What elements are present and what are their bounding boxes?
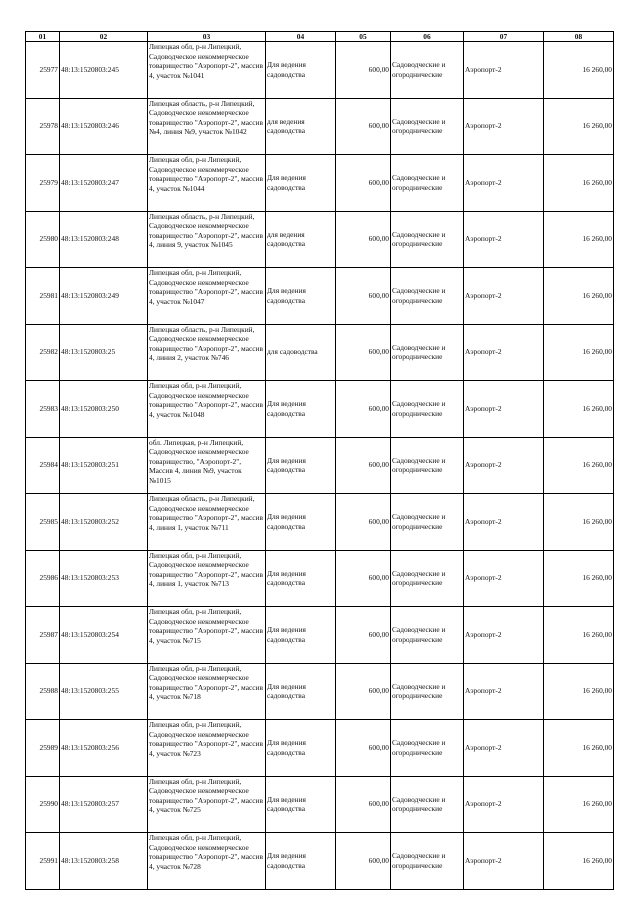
cadastral-value-cell: 16 260,00 [544,324,614,381]
address-text: Липецкая обл, р-н Липецкий, Садоводческое некоммерческое товарищество "Аэропорт-2", массив 4, участок №1044 [149,155,263,193]
address-cell [148,42,266,99]
permitted-use-cell: для ведения садоводства [266,211,336,268]
cadastral-number-cell: 48:13:1520803:258 [60,833,148,890]
address-text: Липецкая обл, р-н Липецкий, Садоводческое некоммерческое товарищество "Аэропорт-2", массив 4, участок №1048 [149,381,263,419]
land-category-cell: Садоводческие и огороднические [391,776,464,833]
area-cell: 600,00 [336,155,391,212]
zone-name-cell: Аэропорт-2 [464,720,544,777]
cadastral-number-cell: 48:13:1520803:252 [60,494,148,551]
header-05: 05 [336,32,391,42]
header-07: 07 [464,32,544,42]
cadastral-value-cell: 16 260,00 [544,607,614,664]
address-cell [148,663,266,720]
address-text: Липецкая область, р-н Липецкий, Садоводческое некоммерческое товарищество "Аэропорт-2", массив 4, линия 9, участок №1045 [149,211,263,250]
land-category-cell: Садоводческие и огороднические [391,550,464,607]
cadastral-number-cell: 48:13:1520803:246 [60,98,148,155]
cadastral-value-cell: 16 260,00 [544,833,614,890]
cadastral-number-cell: 48:13:1520803:245 [60,42,148,99]
table-row [26,776,614,833]
address-cell [148,268,266,325]
cadastral-value-cell: 16 260,00 [544,720,614,777]
cadastral-number-cell: 48:13:1520803:254 [60,607,148,664]
table-header-row [26,32,614,42]
permitted-use-cell: Для ведения садоводства [266,494,336,551]
address-cell [148,324,266,381]
table-row [26,550,614,607]
permitted-use-cell: Для ведения садоводства [266,381,336,438]
zone-name-cell: Аэропорт-2 [464,437,544,494]
land-category-cell: Садоводческие и огороднические [391,268,464,325]
permitted-use-cell: Для ведения садоводства [266,663,336,720]
land-category-cell: Садоводческие и огороднические [391,833,464,890]
zone-name-cell: Аэропорт-2 [464,268,544,325]
address-text: Липецкая обл, р-н Липецкий, Садоводческое некоммерческое товарищество "Аэропорт-2", массив 4, участок №718 [149,663,263,702]
cadastral-number-cell: 48:13:1520803:257 [60,776,148,833]
land-category-cell: Садоводческие и огороднические [391,607,464,664]
area-cell: 600,00 [336,268,391,325]
header-02: 02 [60,32,148,42]
table-row [26,720,614,777]
cadastral-number-cell: 48:13:1520803:250 [60,381,148,438]
table-row [26,381,614,438]
table-row [26,324,614,381]
row-number-cell: 25980 [26,211,60,268]
header-03: 03 [148,32,266,42]
address-cell [148,776,266,833]
address-cell [148,607,266,664]
cadastral-value-cell: 16 260,00 [544,663,614,720]
permitted-use-cell: Для ведения садоводства [266,268,336,325]
zone-name-cell: Аэропорт-2 [464,776,544,833]
zone-name-cell: Аэропорт-2 [464,607,544,664]
row-number-cell: 25979 [26,155,60,212]
cadastral-value-cell: 16 260,00 [544,776,614,833]
land-category-cell: Садоводческие и огороднические [391,324,464,381]
land-category-cell: Садоводческие и огороднические [391,381,464,438]
address-text: Липецкая область, р-н Липецкий, Садоводческое некоммерческое товарищество "Аэропорт-2", массив №4, линия №9, участок №1042 [149,98,263,137]
cadastral-value-cell: 16 260,00 [544,42,614,99]
area-cell: 600,00 [336,211,391,268]
zone-name-cell: Аэропорт-2 [464,663,544,720]
cadastral-value-cell: 16 260,00 [544,381,614,438]
zone-name-cell: Аэропорт-2 [464,155,544,212]
address-cell [148,437,266,494]
land-plots-table [25,31,614,890]
cadastral-value-cell: 16 260,00 [544,550,614,607]
cadastral-value-cell: 16 260,00 [544,211,614,268]
row-number-cell: 25989 [26,720,60,777]
cadastral-value-cell: 16 260,00 [544,268,614,325]
address-text: Липецкая область, р-н Липецкий, Садоводческое некоммерческое товарищество "Аэропорт-2", массив 4, линия 2, участок №746 [149,324,263,363]
permitted-use-cell: Для ведения садоводства [266,720,336,777]
table-row [26,211,614,268]
address-cell [148,155,266,212]
table-row [26,663,614,720]
address-text: Липецкая обл, р-н Липецкий, Садоводческое некоммерческое товарищество "Аэропорт-2", массив 4, участок №1041 [149,42,263,80]
area-cell: 600,00 [336,607,391,664]
land-category-cell: Садоводческие и огороднические [391,155,464,212]
cadastral-number-cell: 48:13:1520803:255 [60,663,148,720]
address-cell [148,211,266,268]
land-category-cell: Садоводческие и огороднические [391,42,464,99]
permitted-use-cell: Для ведения садоводства [266,437,336,494]
row-number-cell: 25982 [26,324,60,381]
address-text: обл. Липецкая, р-н Липецкий, Садоводческое некоммерческое товарищество, "Аэропорт-2", Массив 4, линия №9, участок №1015 [149,437,249,485]
row-number-cell: 25983 [26,381,60,438]
address-text: Липецкая область, р-н Липецкий, Садоводческое некоммерческое товарищество "Аэропорт-2", массив 4, линия 1, участок №711 [149,494,263,532]
cadastral-value-cell: 16 260,00 [544,155,614,212]
address-cell [148,833,266,890]
area-cell: 600,00 [336,663,391,720]
row-number-cell: 25988 [26,663,60,720]
address-text: Липецкая обл, р-н Липецкий, Садоводческое некоммерческое товарищество "Аэропорт-2", массив 4, участок №715 [149,607,263,645]
table-row [26,98,614,155]
zone-name-cell: Аэропорт-2 [464,211,544,268]
zone-name-cell: Аэропорт-2 [464,381,544,438]
land-category-cell: Садоводческие и огороднические [391,437,464,494]
cadastral-number-cell: 48:13:1520803:256 [60,720,148,777]
area-cell: 600,00 [336,494,391,551]
permitted-use-cell: Для ведения садоводства [266,776,336,833]
table-row [26,155,614,212]
area-cell: 600,00 [336,98,391,155]
area-cell: 600,00 [336,833,391,890]
cadastral-number-cell: 48:13:1520803:249 [60,268,148,325]
permitted-use-cell: для ведения садоводства [266,98,336,155]
header-06: 06 [391,32,464,42]
table-row [26,607,614,664]
land-category-cell: Садоводческие и огороднические [391,663,464,720]
zone-name-cell: Аэропорт-2 [464,324,544,381]
cadastral-number-cell: 48:13:1520803:248 [60,211,148,268]
permitted-use-cell: Для ведения садоводства [266,42,336,99]
cadastral-number-cell: 48:13:1520803:253 [60,550,148,607]
row-number-cell: 25978 [26,98,60,155]
row-number-cell: 25984 [26,437,60,494]
area-cell: 600,00 [336,776,391,833]
address-cell [148,550,266,607]
cadastral-number-cell: 48:13:1520803:247 [60,155,148,212]
area-cell: 600,00 [336,437,391,494]
permitted-use-cell: для садоводства [266,324,336,381]
table-row [26,494,614,551]
area-cell: 600,00 [336,381,391,438]
address-cell [148,720,266,777]
permitted-use-cell: Для ведения садоводства [266,550,336,607]
row-number-cell: 25990 [26,776,60,833]
zone-name-cell: Аэропорт-2 [464,494,544,551]
zone-name-cell: Аэропорт-2 [464,42,544,99]
permitted-use-cell: Для ведения садоводства [266,833,336,890]
address-text: Липецкая обл, р-н Липецкий, Садоводческое некоммерческое товарищество "Аэропорт-2", массив 4, участок №723 [149,720,263,758]
address-cell [148,381,266,438]
permitted-use-cell: Для ведения садоводства [266,607,336,664]
row-number-cell: 25986 [26,550,60,607]
table-row [26,268,614,325]
zone-name-cell: Аэропорт-2 [464,98,544,155]
address-text: Липецкая обл, р-н Липецкий, Садоводческое некоммерческое товарищество "Аэропорт-2", массив 4, участок №725 [149,776,263,815]
table-row [26,833,614,890]
land-category-cell: Садоводческие и огороднические [391,211,464,268]
zone-name-cell: Аэропорт-2 [464,550,544,607]
area-cell: 600,00 [336,550,391,607]
address-text: Липецкая обл, р-н Липецкий, Садоводческое некоммерческое товарищество "Аэропорт-2", массив 4, участок №1047 [149,268,263,306]
area-cell: 600,00 [336,42,391,99]
land-category-cell: Садоводческие и огороднические [391,720,464,777]
address-text: Липецкая обл, р-н Липецкий, Садоводческое некоммерческое товарищество "Аэропорт-2", массив 4, участок №728 [149,833,263,871]
cadastral-number-cell: 48:13:1520803:25 [60,324,148,381]
header-08: 08 [544,32,614,42]
header-01: 01 [26,32,60,42]
row-number-cell: 25977 [26,42,60,99]
row-number-cell: 25991 [26,833,60,890]
header-04: 04 [266,32,336,42]
permitted-use-cell: Для ведения садоводства [266,155,336,212]
land-category-cell: Садоводческие и огороднические [391,494,464,551]
area-cell: 600,00 [336,720,391,777]
cadastral-number-cell: 48:13:1520803:251 [60,437,148,494]
table-row [26,437,614,494]
land-category-cell: Садоводческие и огороднические [391,98,464,155]
address-cell [148,494,266,551]
cadastral-value-cell: 16 260,00 [544,98,614,155]
cadastral-value-cell: 16 260,00 [544,437,614,494]
row-number-cell: 25985 [26,494,60,551]
cadastral-value-cell: 16 260,00 [544,494,614,551]
table-row [26,42,614,99]
area-cell: 600,00 [336,324,391,381]
zone-name-cell: Аэропорт-2 [464,833,544,890]
row-number-cell: 25987 [26,607,60,664]
row-number-cell: 25981 [26,268,60,325]
address-cell [148,98,266,155]
address-text: Липецкая обл, р-н Липецкий, Садоводческое некоммерческое товарищество "Аэропорт-2", массив 4, линия 1, участок №713 [149,550,263,589]
